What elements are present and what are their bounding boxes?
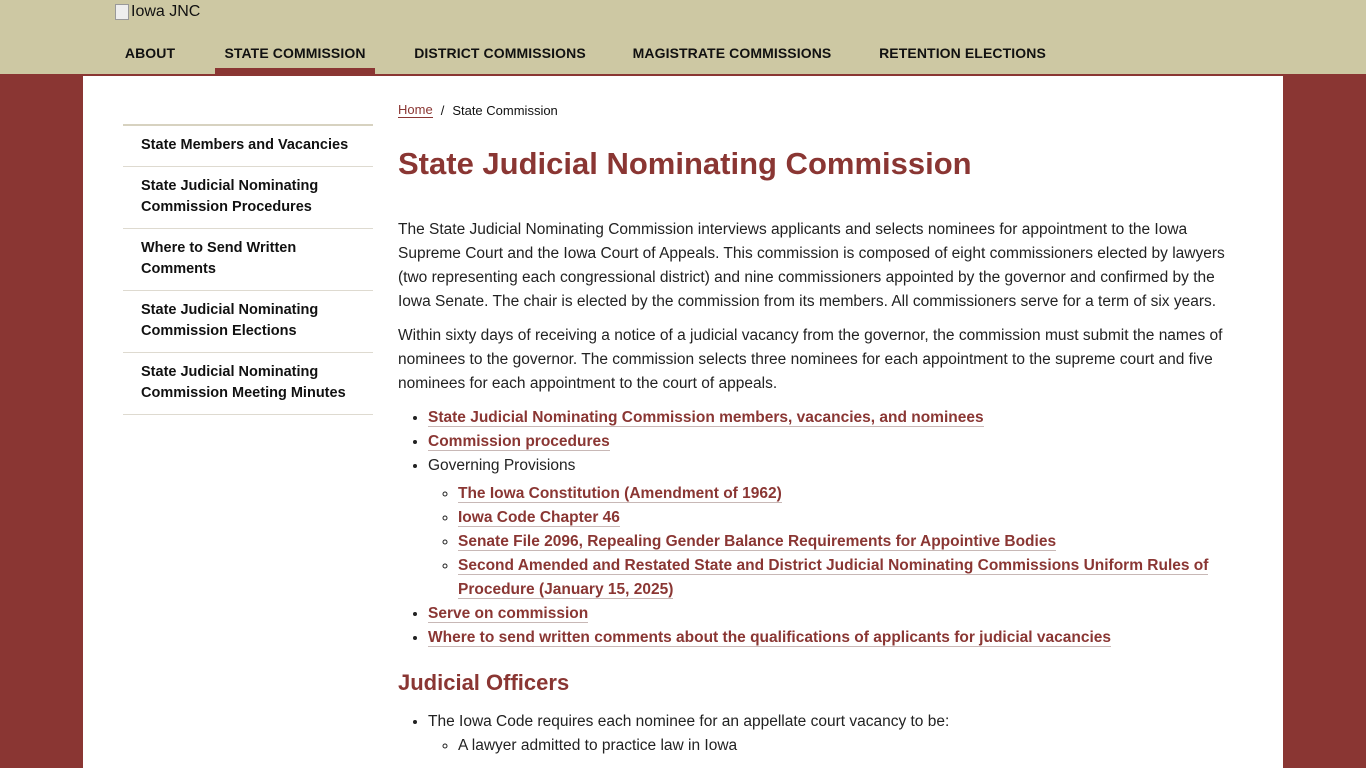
page-title: State Judicial Nominating Commission — [398, 146, 972, 181]
officers-intro: The Iowa Code requires each nominee for an appellate court vacancy to be: — [428, 713, 950, 730]
broken-image-icon — [115, 4, 129, 20]
list-item — [458, 554, 1243, 602]
breadcrumb-separator: / — [440, 102, 445, 118]
nav-magistrate-commissions[interactable]: MAGISTRATE COMMISSIONS — [632, 45, 832, 61]
resource-list — [398, 406, 1243, 650]
list-item — [428, 430, 1243, 454]
governing-provisions-label: Governing Provisions — [428, 457, 576, 474]
nav-district-commissions[interactable]: DISTRICT COMMISSIONS — [414, 45, 586, 61]
serve-on-commission-link[interactable]: Serve on commission — [428, 605, 589, 622]
list-item — [428, 626, 1243, 650]
sidebar-item-state-members[interactable]: State Members and Vacancies — [123, 126, 373, 167]
list-item — [428, 454, 1243, 602]
nav-retention-elections[interactable]: RETENTION ELECTIONS — [879, 45, 1046, 61]
list-item — [458, 482, 1243, 506]
page-container — [83, 76, 1283, 768]
list-item — [428, 710, 1243, 758]
iowa-code-46-link[interactable]: Iowa Code Chapter 46 — [458, 509, 620, 526]
written-comments-link[interactable]: Where to send written comments about the qualifications of applicants for judicial vacancies — [428, 629, 1111, 646]
senate-file-link[interactable]: Senate File 2096, Repealing Gender Balance Requirements for Appointive Bodies — [458, 533, 1057, 550]
main-content — [398, 102, 1243, 758]
breadcrumb-current: State Commission — [452, 102, 558, 118]
breadcrumb — [398, 102, 1243, 118]
sidebar-item-elections[interactable]: State Judicial Nominating Commission Elections — [123, 291, 373, 353]
list-item: ◦ A lawyer admitted to practice law in Iowa — [458, 734, 1243, 758]
governing-provisions-list — [428, 482, 1243, 602]
list-item — [458, 530, 1243, 554]
site-logo[interactable] — [115, 3, 200, 21]
judicial-officers-heading: Judicial Officers — [398, 670, 570, 695]
uniform-rules-link[interactable]: Second Amended and Restated State and District Judicial Nominating Commissions Uniform Rules of Procedure (January 15, 2025) — [458, 557, 1209, 598]
vacancy-paragraph: Within sixty days of receiving a notice of a judicial vacancy from the governor, the commission must submit the names of nominees to the governor. The commission selects three nominees for each appointment to the supreme court and five nominees for each appointment to the court of appeals. — [398, 327, 1223, 392]
site-header — [0, 0, 1366, 74]
list-item — [428, 406, 1243, 430]
sidebar-item-meeting-minutes[interactable]: State Judicial Nominating Commission Meeting Minutes — [123, 353, 373, 415]
list-item — [458, 506, 1243, 530]
sidebar-item-procedures[interactable]: State Judicial Nominating Commission Procedures — [123, 167, 373, 229]
intro-paragraph: The State Judicial Nominating Commission interviews applicants and selects nominees for appointment to the Iowa Supreme Court and the Iowa Court of Appeals. This commission is composed of eight commissioners elected by lawyers (two representing each congressional district) and nine commissioners appointed by the governor and confirmed by the Iowa Senate. The chair is elected by the commission from its members. All commissioners serve for a term of six years. — [398, 221, 1225, 310]
nav-state-commission[interactable]: STATE COMMISSION — [215, 32, 375, 74]
nav-about[interactable]: ABOUT — [124, 45, 176, 61]
breadcrumb-home-link[interactable]: Home — [398, 102, 433, 117]
list-item — [428, 602, 1243, 626]
iowa-constitution-link[interactable]: The Iowa Constitution (Amendment of 1962) — [458, 485, 782, 502]
main-nav — [0, 32, 1366, 74]
sidebar-nav — [123, 124, 373, 415]
logo-alt-text: Iowa JNC — [131, 3, 201, 20]
sidebar-item-written-comments[interactable]: Where to Send Written Comments — [123, 229, 373, 291]
members-vacancies-link[interactable]: State Judicial Nominating Commission members, vacancies, and nominees — [428, 409, 984, 426]
commission-procedures-link[interactable]: Commission procedures — [428, 433, 610, 450]
officers-list — [398, 710, 1243, 758]
officers-requirements — [428, 734, 1243, 758]
